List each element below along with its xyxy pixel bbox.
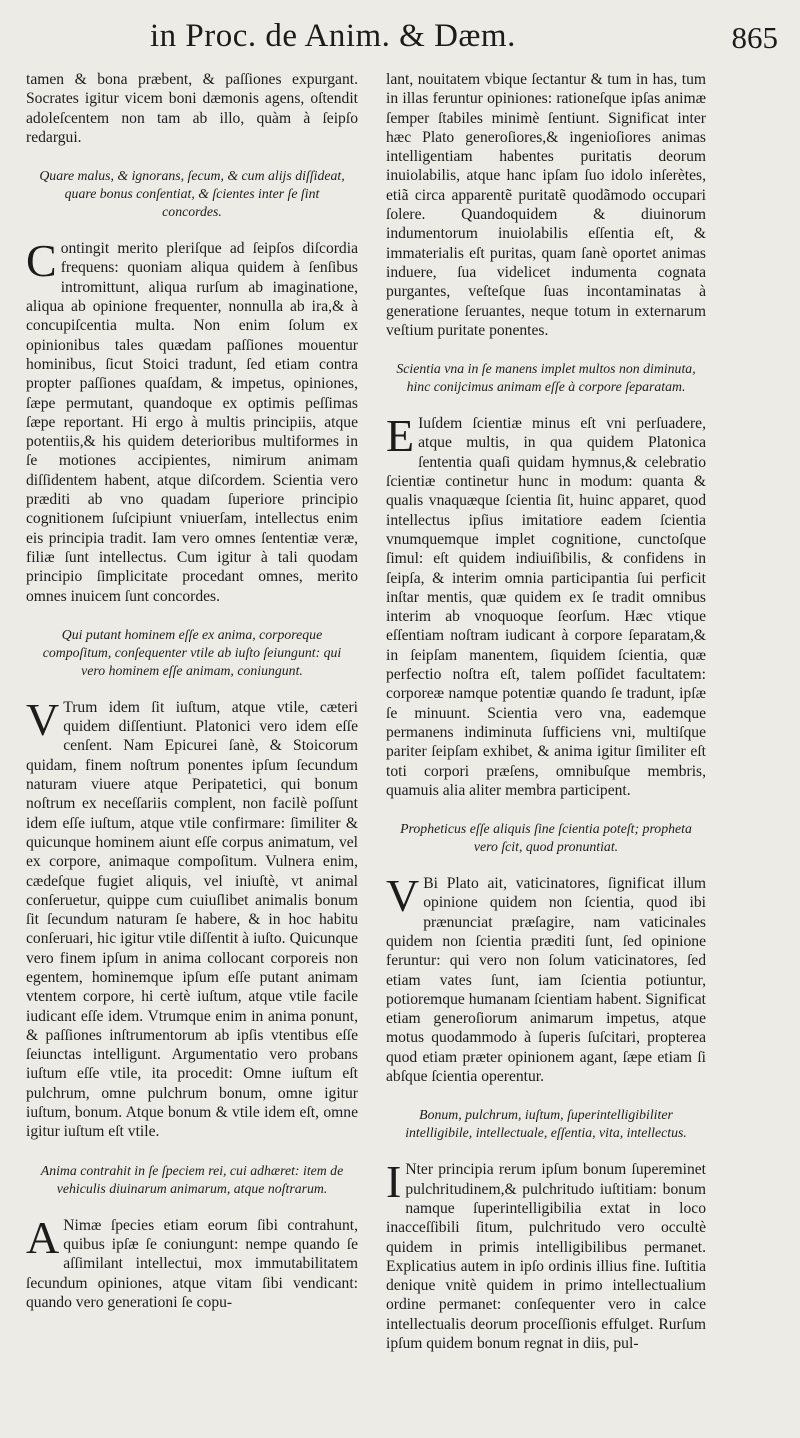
left-intro-paragraph: tamen & bona præbent, & paſſiones expurgant. Socrates igitur vicem boni dæmonis agens, oſtendit adoleſcentem non tam ab illo, quàm à ſeipſo redargui.	[26, 71, 358, 146]
page-number: 865	[731, 20, 778, 55]
paragraph-text: Nter principia rerum ipſum bonum ſupereminet pulchritudinem,& pulchritudo iuſtitiam: bonum namque ſuperintelligibilia extat in loco inacceſſibili ſitum, pulchritudo vero occultè quidem in primis intelligibilibus permanet. Explicatius autem in ipſo ordinis illius fine. Iuſtitia denique vnitè quidem in primo intellectualium ordine permanet: conſequenter vero in calce intellectualis deorum proceſſionis effulget. Rurſum ipſum quidem bonum regnat in diis, pul-	[386, 1161, 706, 1353]
section-paragraph	[386, 1156, 706, 1353]
left-column	[26, 70, 358, 1322]
section-heading: Anima contrahit in ſe ſpeciem rei, cui adhæret: item de vehiculis diuinarum animarum, atque noſtrarum.	[40, 1162, 344, 1196]
paragraph-text: ontingit merito pleriſque ad ſeipſos diſcordia frequens: quoniam aliqua quidem à ſenſibus intromittunt, aliqua rurſum ab imaginatione, aliqua ab opinione frequenter, nonnulla ab ira,& à concupiſcentia multa. Non enim ſolum ex opinionibus tales quædam paſſiones mouentur hominibus, ſicut Stoici tradunt, ſed etiam contra propter paſſiones quaſdam, & impetus, opiniones, ſæpe permutant, quandoque ex optimis peſſimas ſæpe reportant. Hi ergo à multis principiis, atque potentiis,& his quidem deterioribus multiformes in ſe motiones accipientes, nimirum animam diſſidentem habent, atque diſcordem. Scientia vero præditi ab vno quadam ſuperiore principio cognitionem ſuſcipiunt vniuerſam, intellectus enim eis principia tradit. Iam vero omnes ſententiæ veræ, filiæ ſunt intellectus. Cum igitur à tali quodam principio ſimplicitate procedant omnes, merito omnes inuicem ſunt concordes.	[26, 240, 358, 605]
section-heading: Propheticus eſſe aliquis ſine ſcientia poteſt; propheta vero ſcit, quod pronuntiat.	[400, 821, 692, 855]
drop-cap: A	[26, 1211, 60, 1263]
section-paragraph	[26, 693, 358, 1142]
paragraph-text: Iuſdem ſcientiæ minus eſt vni perſuadere, atque multis, in qua quidem Platonica ſententia quaſi quidam hymnus,& celebratio ſcientiæ continetur hunc in modum: quanta & qualis vnaquæque ſcientia ſit, huinc apparet, quod intellectus ipſius imitatiore eadem ſcientia vnumquemque implet cognitione, cunctoſque ſimul: eſt quidem indiuiſibilis, & confidens in ſeipſa, & interim omnia participantia ſui perficit inſtar mentis, quæ quidem ex ſe tradit omnibus interim ab vnoquoque ſeorſum. Hæc vtique eſſentiam noſtram iudicant à corpore ſeparatam,& in ſeipſam manentem, ſiquidem ſcientia, quæ perfectio noſtra eſt, talem poſſidet facultatem: corporeæ namque potentiæ quando ſe tradunt, ipſæ ſe minuunt. Scientia vero vna, eademque permanens indiminuta ſufficiens vni, multiſque pariter ſeipſam exhibet, & anima igitur ſimiliter eſt toti corpori præſens, omnibuſque membris, quamuis alia aliter membra participent.	[386, 415, 706, 799]
paragraph-text: Bi Plato ait, vaticinatores, ſignificat illum opinione quidem non ſcientia, quod ibi prænunciat præſagire, nam vaticinales quidem non ſcientia præditi ſunt, ſed opinione feruntur: qui vero non ſolum vaticinatores, ſed etiam vates ſunt, iam ſcientia potiuntur, potioremque humanam ſcientiam habent. Significat etiam generoſiorum animarum impetus, atque motus quodammodo à ſuperis ſuſcitari, propterea quod etiam præter opinionem agant, ſæpe etiam ſi abſque ſcientia operentur.	[386, 875, 707, 1086]
drop-cap: V	[386, 870, 420, 922]
drop-cap: I	[386, 1156, 402, 1208]
section-paragraph	[386, 870, 707, 1086]
right-intro-paragraph: lant, nouitatem vbique ſectantur & tum in has, tum in illas feruntur opiniones: rationeſque ipſas animæ ſemper ſtabiles minimè ſentiunt. Significat inter hæc Plato generoſiores,& ingenioſiores animas intelligentiam habentes puritatis deorum inuiolabilis, atque hanc ipſam ſuo idolo inſerètes, etiã circa apparentẽ puritatẽ quodãmodo occupari ſolere. Quandoquidem & diuinorum indumentorum inuiolabilis eſſentia eſt, & immaterialis eſt puritas, quam ſanè oportet animas induere, ſua videlicet indumenta cognata purgantes, veſteſque ſuas incontaminatas à generatione ſeruantes, neque totum in externarum veſtium puritate ponentes.	[386, 71, 706, 339]
drop-cap: V	[26, 693, 60, 745]
paragraph-text: Trum idem ſit iuſtum, atque vtile, cæteri quidem diſſentiunt. Platonici vero idem eſſe cenſent. Nam Epicurei ſanè, & Stoicorum quidam, finem noſtrum ponentes ipſum ſecundum naturam viuere atque Peripatetici, qui bonum noſtrum ex neceſſariis complent, non facilè poſſunt idem eſſe iuſtum, atque vtile confirmare: ſimiliter & quicunque hominem aiunt eſſe corpus animatum, vel ex corpore, animaque compoſitum. Vulnera enim, cædeſque fugiet aliquis, vel iniuſtè, vt animal conſeruetur, quippe cum cuiuſlibet animalis bonum ſit ſecundum naturam ſe habere, & in hoc habitu conſeruari, hic igitur vtile diſſentit à iuſto. Quicunque vero finem ipſum in anima collocant corporeis non egentem, hominemque ipſum eſſe putant animam vtentem corpore, hi certè iuſtum, atque vtile facile iudicant eſſe idem. Vtrumque enim in anima ponunt, & paſſiones inſtrumentorum ab ipſis vtentibus eſſe ſeiunctas intelligunt. Argumentatio vero probans iuſtum eſſe vtile, ita procedit: Omne iuſtum eſt pulchrum, omne pulchrum bonum, omne igitur iuſtum, bonum. Atque bonum & vtile idem eſt, omne igitur iuſtum eſt vtile.	[26, 698, 358, 1141]
section-heading: Quare malus, & ignorans, ſecum, & cum alijs diſſideat, quare bonus conſentiat, & ſcientes inter ſe ſint concordes.	[39, 168, 345, 220]
right-column	[386, 70, 706, 1363]
drop-cap: E	[386, 410, 415, 462]
section-heading: Bonum, pulchrum, iuſtum, ſuperintelligibiliter intelligibile, intellectuale, eſſentia, vita, intellectus.	[405, 1107, 687, 1141]
section-heading: Scientia vna in ſe manens implet multos non diminuta, hinc conijcimus animam eſſe à corpore ſeparatam.	[396, 361, 696, 395]
drop-cap: C	[26, 235, 57, 287]
section-paragraph	[386, 410, 706, 800]
section-paragraph	[26, 235, 358, 606]
running-head: in Proc. de Anim. & Dæm.	[150, 18, 516, 54]
section-heading: Qui putant hominem eſſe ex anima, corporeque compoſitum, conſequenter vtile ab iuſto ſeiungunt: qui vero hominem eſſe animam, coniungunt.	[42, 626, 342, 678]
section-paragraph	[26, 1211, 358, 1312]
paragraph-text: Nimæ ſpecies etiam eorum ſibi contrahunt, quibus ipſæ ſe coniungunt: nempe quando ſe aſſimilant intellectui, mox immutabilitatem ſecundum opiniones, atque vitam ſibi vendicant: quando vero generationi ſe copu-	[26, 1216, 358, 1311]
